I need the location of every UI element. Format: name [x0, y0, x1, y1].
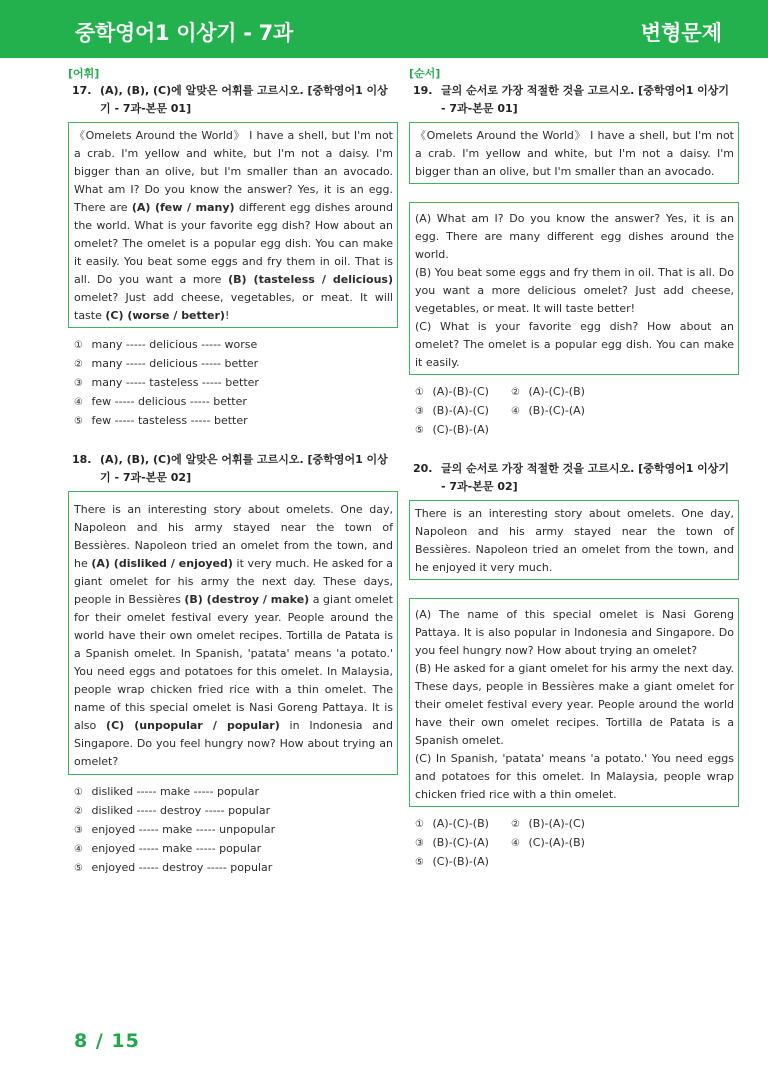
question-17 — [68, 66, 398, 431]
blank-b: (B) (tasteless / delicious) — [228, 273, 394, 286]
page-header — [0, 0, 768, 58]
blank-c: (C) (worse / better) — [105, 309, 225, 322]
passage-box — [68, 122, 398, 328]
header-title: 중학영어1 이상기 - 7과 — [75, 21, 293, 45]
answer-choice[interactable]: ② (A)-(C)-(B) — [511, 385, 585, 398]
ordering-passage-box — [409, 598, 739, 807]
paragraph-a: (A) What am I? Do you know the answer? Yes, it is an egg. There are many different egg dishes around the world. — [415, 212, 734, 261]
answer-choice[interactable]: ⑤ (C)-(B)-(A) — [415, 423, 489, 436]
question-title — [409, 82, 739, 118]
header-category: 변형문제 — [640, 21, 722, 45]
question-18 — [68, 451, 398, 878]
blank-a: (A) (few / many) — [131, 201, 235, 214]
question-title — [68, 451, 398, 487]
paragraph-c: (C) What is your favorite egg dish? How about an omelet? The omelet is a popular egg dish. You can make it easily. — [415, 320, 734, 369]
paragraph-c: (C) In Spanish, 'patata' means 'a potato.' You need eggs and potatoes for this omelet. In Malaysia, people wrap chicken fried rice with a thin omelet. — [415, 752, 734, 801]
question-tag: [순서] — [409, 67, 441, 80]
question-text: (A), (B), (C)에 알맞은 어휘를 고르시오. [중학영어1 이상기 - 7과-본문 02] — [100, 453, 388, 484]
intro-passage-box — [409, 500, 739, 580]
answer-choice[interactable]: ④ enjoyed ----- make ----- popular — [74, 842, 262, 855]
answer-choice[interactable]: ③ many ----- tasteless ----- better — [74, 376, 259, 389]
question-19 — [409, 66, 739, 440]
page-number: 8 / 15 — [74, 1030, 140, 1052]
blank-b: (B) (destroy / make) — [184, 593, 310, 606]
paragraph-b: (B) He asked for a giant omelet for his army the next day. These days, people in Bessières make a giant omelet for their omelet festival every year. People around the world have their own omelet recipes. Tortilla de Patata is a Spanish omelet. — [415, 662, 734, 747]
question-title — [68, 82, 398, 118]
paragraph-b: (B) You beat some eggs and fry them in oil. That is all. Do you want a more delicious omelet? Just add cheese, vegetables, or meat. It will taste better! — [415, 266, 734, 315]
question-text: (A), (B), (C)에 알맞은 어휘를 고르시오. [중학영어1 이상기 - 7과-본문 01] — [100, 84, 388, 115]
answer-choice[interactable]: ① many ----- delicious ----- worse — [74, 338, 258, 351]
question-number: 19. — [413, 84, 433, 97]
question-title — [409, 460, 739, 496]
left-column — [68, 66, 398, 878]
answer-choice[interactable]: ② (B)-(A)-(C) — [511, 817, 585, 830]
right-column — [409, 66, 739, 872]
paragraph-a: (A) The name of this special omelet is Nasi Goreng Pattaya. It is also popular in Indonesia and Singapore. Do you feel hungry now? How about trying an omelet? — [415, 608, 734, 657]
question-tag: [어휘] — [68, 67, 100, 80]
question-number: 17. — [72, 84, 92, 97]
answer-choice[interactable]: ① (A)-(B)-(C) — [415, 385, 489, 398]
passage-box — [68, 491, 398, 775]
answer-choice[interactable]: ⑤ (C)-(B)-(A) — [415, 855, 489, 868]
answer-choices — [68, 336, 398, 431]
answer-choice[interactable]: ③ enjoyed ----- make ----- unpopular — [74, 823, 276, 836]
answer-choice[interactable]: ④ few ----- delicious ----- better — [74, 395, 247, 408]
question-text: 글의 순서로 가장 적절한 것을 고르시오. [중학영어1 이상기 - 7과-본문 02] — [441, 462, 730, 493]
answer-choices — [68, 783, 398, 878]
answer-choice[interactable]: ④ (C)-(A)-(B) — [511, 836, 585, 849]
answer-choices — [409, 383, 739, 440]
ordering-passage-box — [409, 202, 739, 375]
answer-choice[interactable]: ② disliked ----- destroy ----- popular — [74, 804, 271, 817]
answer-choice[interactable]: ③ (B)-(C)-(A) — [415, 836, 489, 849]
answer-choice[interactable]: ③ (B)-(A)-(C) — [415, 404, 489, 417]
answer-choice[interactable]: ⑤ enjoyed ----- destroy ----- popular — [74, 861, 273, 874]
intro-passage-box — [409, 122, 739, 184]
passage-text: 《Omelets Around the World》 I have a shell, but I'm not a crab. I'm yellow and white, but I'm not a daisy. I'm bigger than an olive, but I'm smaller than an avocado. — [415, 129, 734, 178]
answer-choice[interactable]: ① disliked ----- make ----- popular — [74, 785, 259, 798]
passage-text: 《Omelets Around the World》 I have a shell, but I'm not a crab. I'm yellow and white, but I'm not a daisy. I'm bigger than an olive, but I'm smaller than an avocado. What am I? Do you know the answer? Yes, it is an egg. There are (A) (few / many) different egg dishes around the world. What is your favorite egg dish? How about an omelet? The omelet is a popular egg dish. You can make it easily. You beat some eggs and fry them in oil. That is all. Do you want a more (B) (tasteless / delicious) omelet? Just add cheese, vegetables, or meat. It will taste (C) (worse / better)! — [74, 129, 394, 322]
question-text: 글의 순서로 가장 적절한 것을 고르시오. [중학영어1 이상기 - 7과-본문 01] — [441, 84, 730, 115]
passage-text: There is an interesting story about omelets. One day, Napoleon and his army stayed near the town of Bessières. Napoleon tried an omelet from the town, and he enjoyed it very much. — [415, 507, 734, 574]
blank-c: (C) (unpopular / popular) — [106, 719, 280, 732]
question-number: 18. — [72, 453, 92, 466]
question-20 — [409, 460, 739, 872]
answer-choices — [409, 815, 739, 872]
question-number: 20. — [413, 462, 433, 475]
answer-choice[interactable]: ② many ----- delicious ----- better — [74, 357, 259, 370]
blank-a: (A) (disliked / enjoyed) — [91, 557, 233, 570]
answer-choice[interactable]: ⑤ few ----- tasteless ----- better — [74, 414, 248, 427]
answer-choice[interactable]: ① (A)-(C)-(B) — [415, 817, 489, 830]
answer-choice[interactable]: ④ (B)-(C)-(A) — [511, 404, 585, 417]
passage-text: There is an interesting story about omelets. One day, Napoleon and his army stayed near the town of Bessières. Napoleon tried an omelet from the town, and he (A) (disliked / enjoyed) it very much. He asked for a giant omelet for his army the next day. These days, people in Bessières (B) (destroy / make) a giant omelet for their omelet festival every year. People around the world have their own omelet recipes. Tortilla de Patata is a Spanish omelet. In Spanish, 'patata' means 'a potato.' You need eggs and potatoes for this omelet. In Malaysia, people wrap chicken fried rice with a thin omelet. The name of this special omelet is Nasi Goreng Pattaya. It is also (C) (unpopular / popular) in Indonesia and Singapore. Do you feel hungry now? How about trying an omelet? — [74, 503, 393, 768]
